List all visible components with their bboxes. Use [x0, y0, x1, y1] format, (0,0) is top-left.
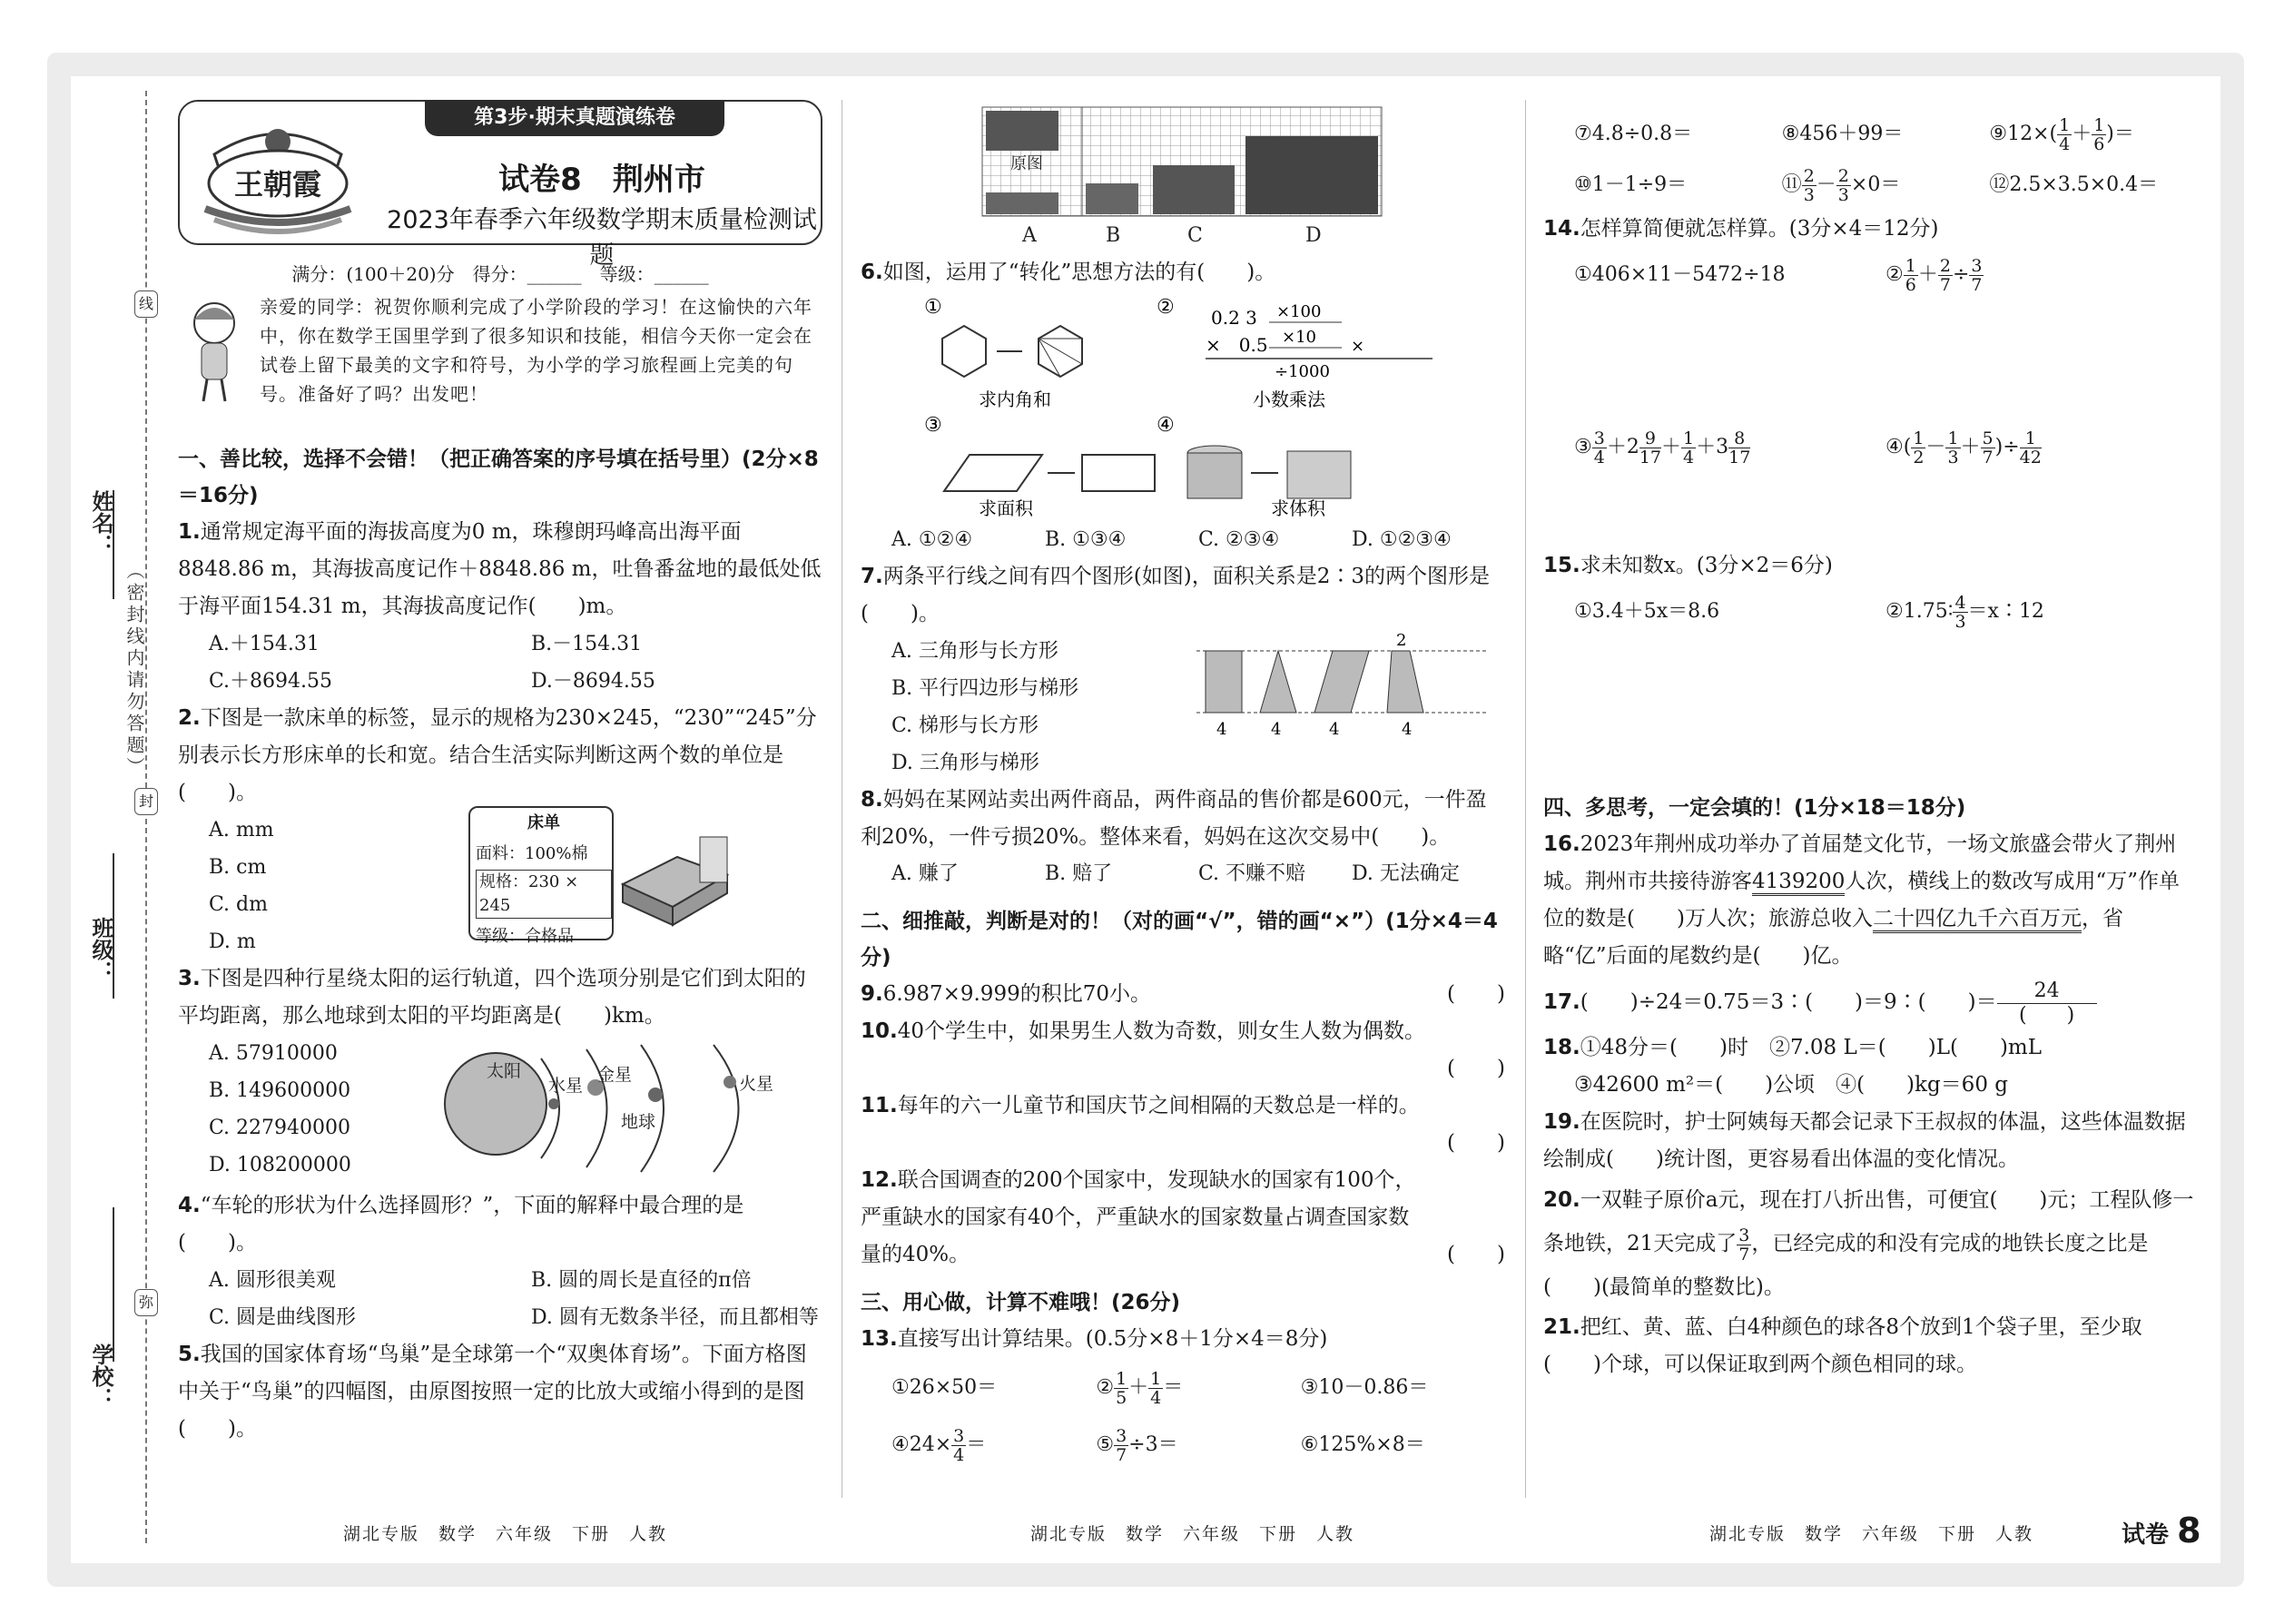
- q2-option-b[interactable]: B. cm: [209, 856, 267, 879]
- bed-sheet-tag: 床单 面料：100%棉 规格：230 × 245 等级：合格品: [468, 806, 614, 940]
- q8-option-b[interactable]: B. 赔了: [1045, 862, 1113, 885]
- svg-text:4: 4: [1329, 720, 1340, 739]
- q7-option-d[interactable]: D. 三角形与梯形: [891, 752, 1039, 774]
- planet-orbits-diagram: [441, 1040, 822, 1176]
- seal-mi: 弥: [134, 1289, 158, 1316]
- question-2: 2.下图是一款床单的标签，显示的规格为230×245，“230”“245”分别表示长方形床单的长和宽。结合生活实际判断这两个数的单位是( )。: [178, 706, 817, 804]
- q14-row-1: ①406×11－5472÷18 ② $\frac{1}{6}$ ＋ $\frac{2}{7}$ ÷ $\frac{3}{7}$: [1574, 255, 1983, 295]
- section-2-title: 二、细推敲，判断是对的！（对的画“√”，错的画“×”）(1分×4＝4分): [861, 910, 1498, 969]
- svg-text:4: 4: [1402, 720, 1413, 739]
- q6-option-b[interactable]: B. ①③④: [1045, 528, 1127, 551]
- q3-option-d[interactable]: D. 108200000: [209, 1154, 351, 1176]
- q3-option-c[interactable]: C. 227940000: [209, 1117, 351, 1139]
- page-number: 试卷 8: [2122, 1511, 2201, 1550]
- question-16: 16.2023年荆州成功举办了首届楚文化节，一场文旅盛会带火了荆州城。荆州市共接待游客4139200人次，横线上的数改写成用“万”作单位的数是( )万人次；旅游总收入二十四亿九千六百万元，省略“亿”后面的尾数约是( )亿。: [1543, 832, 2180, 968]
- q6-option-c[interactable]: C. ②③④: [1198, 528, 1280, 551]
- q1-option-b[interactable]: B.－154.31: [531, 633, 643, 655]
- q7-option-a[interactable]: A. 三角形与长方形: [891, 640, 1058, 663]
- footer-middle: 湖北专版 数学 六年级 下册 人教: [1030, 1524, 1355, 1544]
- q1-option-a[interactable]: A.＋154.31: [209, 633, 320, 655]
- section-4-title: 四、多思考，一定会填的！(1分×18＝18分): [1543, 796, 1966, 820]
- q4-option-d[interactable]: D. 圆有无数条半径，而且都相等: [531, 1306, 819, 1329]
- question-11: 11.每年的六一儿童节和国庆节之间相隔的天数总是一样的。 ( ): [861, 1088, 1505, 1162]
- q4-option-a[interactable]: A. 圆形很美观: [209, 1269, 336, 1292]
- bed-illustration: [614, 821, 732, 939]
- q2-option-d[interactable]: D. m: [209, 930, 256, 953]
- svg-text:× 0.5: × 0.5: [1206, 334, 1268, 356]
- option-d-label: D: [1305, 224, 1322, 247]
- q13-row-3: ⑦4.8÷0.8＝ ⑧456＋99＝ ⑨12×( $\frac{1}{4}$ ＋ $\frac{1}{6}$ )＝: [1574, 114, 2134, 154]
- option-b-label: B: [1106, 224, 1121, 247]
- mars-label: 火星: [739, 1074, 774, 1094]
- question-13: 13.直接写出计算结果。(0.5分×8＋1分×4＝8分): [861, 1327, 1328, 1351]
- q6-option-a[interactable]: A. ①②④: [891, 528, 973, 551]
- question-9: 9.6.987×9.999的积比70小。 ( ): [861, 976, 1505, 1013]
- question-7: 7.两条平行线之间有四个图形(如图)，面积关系是2∶3的两个图形是( )。: [861, 565, 1490, 625]
- conversion-diagrams: [861, 291, 1496, 518]
- student-illustration: [178, 296, 251, 405]
- school-line: [113, 1207, 114, 1362]
- question-8: 8.妈妈在某网站卖出两件商品，两件商品的售价都是600元，一件盈利20%，一件亏损20%。整体来看，妈妈在这次交易中( )。: [861, 788, 1487, 849]
- school-label: 学校：: [88, 1343, 113, 1409]
- intro-text: 亲爱的同学：祝贺你顺利完成了小学阶段的学习！在这愉快的六年中，你在数学王国里学到了很多知识和技能，相信今天你一定会在试卷上留下最美的文字和符号，为小学的学习旅程画上完美的句号。准备好了吗？出发吧！: [260, 296, 812, 405]
- seal-feng: 封: [134, 788, 158, 815]
- question-18: 18.①48分＝( )时 ②7.08 L＝( )L( )mL ③42600 m²＝( )公顷 ④( )kg＝60 g: [1543, 1036, 2043, 1097]
- question-19: 19.在医院时，护士阿姨每天都会记录下王叔叔的体温，这些体温数据绘制成( )统计图，更容易看出体温的变化情况。: [1543, 1110, 2186, 1171]
- svg-text:0.2 3: 0.2 3: [1211, 307, 1257, 329]
- q7-option-c[interactable]: C. 梯形与长方形: [891, 714, 1039, 737]
- column-1: [178, 100, 822, 1448]
- section-3-title: 三、用心做，计算不难哦！(26分): [861, 1291, 1181, 1314]
- q6-option-d[interactable]: D. ①②③④: [1352, 528, 1452, 551]
- q11-answer[interactable]: ( ): [1447, 1131, 1505, 1155]
- svg-text:2: 2: [1396, 633, 1407, 650]
- svg-text:×10: ×10: [1282, 328, 1316, 347]
- question-6: 6.如图，运用了“转化”思想方法的有( )。: [861, 261, 1276, 284]
- svg-text:小数乘法: 小数乘法: [1253, 389, 1325, 410]
- column-2: [861, 105, 1505, 1472]
- question-1: 1.通常规定海平面的海拔高度为0 m，珠穆朗玛峰高出海平面8848.86 m，其海拔高度记作＋8848.86 m，吐鲁番盆地的最低处低于海平面154.31 m，其海拔高度记作( )m。: [178, 520, 822, 618]
- question-3: 3.下图是四种行星绕太阳的运行轨道，四个选项分别是它们到太阳的平均距离，那么地球到太阳的平均距离是( )km。: [178, 967, 806, 1028]
- q8-option-a[interactable]: A. 赚了: [891, 862, 959, 885]
- sun-label: 太阳: [487, 1061, 522, 1081]
- svg-text:③: ③: [924, 414, 942, 437]
- exam-header: [178, 100, 822, 270]
- exam-subtitle: 2023年春季六年级数学期末质量检测试题: [387, 206, 817, 270]
- q15-items: ①3.4＋5x＝8.6 ②1.75∶ $\frac{4}{3}$ ＝x∶12: [1574, 592, 2044, 632]
- exam-title: 试卷8 荆州市: [498, 162, 705, 198]
- question-12: 12.联合国调查的200个国家中，发现缺水的国家有100个，严重缺水的国家有40个，严重缺水的国家数量占调查国家数量的40%。 ( ): [861, 1162, 1505, 1274]
- question-14: 14.怎样算简便就怎样算。(3分×4＝12分): [1543, 217, 1939, 241]
- question-20: 20.一双鞋子原价a元，现在打八折出售，可便宜( )元；工程队修一条地铁，21天完成了 $\frac{3}{7}$ ，已经完成的和没有完成的地铁长度之比是( )(最简单的整数比)。: [1543, 1188, 2194, 1299]
- svg-text:求体积: 求体积: [1271, 497, 1325, 518]
- venus-label: 金星: [597, 1065, 633, 1085]
- q3-option-a[interactable]: A. 57910000: [209, 1042, 338, 1065]
- svg-text:4: 4: [1271, 720, 1282, 739]
- q13-row-2: ④24× $\frac{3}{4}$ ＝ ⑤ $\frac{3}{7}$ ÷3＝ ⑥125%×8＝: [891, 1425, 1425, 1465]
- column-3: [1543, 109, 2197, 1383]
- svg-text:4: 4: [1216, 720, 1227, 739]
- svg-text:×100: ×100: [1276, 302, 1322, 321]
- birds-nest-grid: [861, 105, 1496, 251]
- q3-option-b[interactable]: B. 149600000: [209, 1079, 351, 1102]
- svg-text:求内角和: 求内角和: [979, 389, 1051, 410]
- q13-row-4: ⑩1－1÷9＝ ⑪ $\frac{2}{3}$ － $\frac{2}{3}$ ×0＝ ⑫2.5×3.5×0.4＝: [1574, 165, 2159, 205]
- step-banner: 第3步·期末真题演练卷: [425, 100, 724, 136]
- earth-label: 地球: [621, 1112, 656, 1132]
- svg-text:②: ②: [1157, 296, 1175, 319]
- mercury-label: 水星: [548, 1076, 584, 1096]
- question-4: 4.“车轮的形状为什么选择圆形？”，下面的解释中最合理的是( )。: [178, 1194, 744, 1255]
- svg-text:王朝霞: 王朝霞: [233, 167, 322, 202]
- seal-xian: 线: [134, 290, 158, 318]
- question-21: 21.把红、黄、蓝、白4种颜色的球各8个放到1个袋子里，至少取( )个球，可以保证取到两个颜色相同的球。: [1543, 1315, 2142, 1376]
- option-c-label: C: [1187, 224, 1203, 247]
- q9-answer[interactable]: ( ): [1447, 982, 1505, 1006]
- q2-option-c[interactable]: C. dm: [209, 893, 268, 916]
- option-a-label: A: [1022, 224, 1037, 247]
- parallel-shapes-figure: [1196, 633, 1487, 742]
- q10-answer[interactable]: ( ): [1447, 1057, 1505, 1080]
- svg-text:④: ④: [1157, 414, 1175, 437]
- svg-text:求面积: 求面积: [979, 497, 1033, 518]
- question-15: 15.求未知数x。(3分×2＝6分): [1543, 554, 1833, 577]
- score-line: 满分：(100＋20)分 得分：______ 等级：______: [291, 263, 709, 285]
- q1-option-d[interactable]: D.－8694.55: [531, 670, 655, 693]
- column-divider: [1525, 100, 1526, 1498]
- q4-option-b[interactable]: B. 圆的周长是直径的π倍: [531, 1269, 752, 1292]
- footer-left: 湖北专版 数学 六年级 下册 人教: [343, 1524, 668, 1544]
- q4-option-c[interactable]: C. 圆是曲线图形: [209, 1306, 357, 1329]
- class-label: 班级：: [88, 917, 113, 982]
- q8-option-d[interactable]: D. 无法确定: [1352, 862, 1460, 885]
- svg-text:÷1000: ÷1000: [1275, 362, 1330, 381]
- q8-option-c[interactable]: C. 不赚不赔: [1198, 862, 1306, 885]
- question-10: 10.40个学生中，如果男生人数为奇数，则女生人数为偶数。 ( ): [861, 1013, 1505, 1088]
- question-5: 5.我国的国家体育场“鸟巢”是全球第一个“双奥体育场”。下面方格图中关于“鸟巢”的四幅图，由原图按照一定的比放大或缩小得到的是图( )。: [178, 1343, 807, 1441]
- q14-row-2: ③ $\frac{3}{4}$ ＋2 $\frac{9}{17}$ ＋ $\frac{1}{4}$ ＋3 $\frac{8}{17}$ ④( $\frac{1}{2}$ － $\frac{1}{3}$ ＋ $\frac{5}{7}$ )÷ $\frac{1}{42}$: [1574, 428, 2042, 468]
- svg-text:×: ×: [1351, 337, 1365, 356]
- q12-answer[interactable]: ( ): [1447, 1243, 1505, 1266]
- q13-row-1: ①26×50＝ ② $\frac{1}{5}$ ＋ $\frac{1}{4}$ ＝ ③10－0.86＝: [891, 1368, 1429, 1408]
- svg-text:①: ①: [924, 296, 942, 319]
- q1-option-c[interactable]: C.＋8694.55: [209, 670, 333, 693]
- question-17: 17.( )÷24＝0.75＝3∶( )＝9∶( )＝ $\frac{24}{( )}$: [1543, 975, 2197, 1029]
- q2-option-a[interactable]: A. mm: [209, 819, 274, 842]
- intro-block: [178, 292, 822, 408]
- brand-logo: [196, 118, 359, 234]
- name-label: 姓名：: [88, 490, 113, 556]
- q7-option-b[interactable]: B. 平行四边形与梯形: [891, 677, 1079, 700]
- seal-warning: （密封线内请勿答题）: [123, 561, 145, 779]
- original-label: 原图: [1010, 154, 1043, 173]
- footer-right: 湖北专版 数学 六年级 下册 人教: [1709, 1524, 2034, 1544]
- section-1-title: 一、善比较，选择不会错！（把正确答案的序号填在括号里）(2分×8＝16分): [178, 448, 819, 507]
